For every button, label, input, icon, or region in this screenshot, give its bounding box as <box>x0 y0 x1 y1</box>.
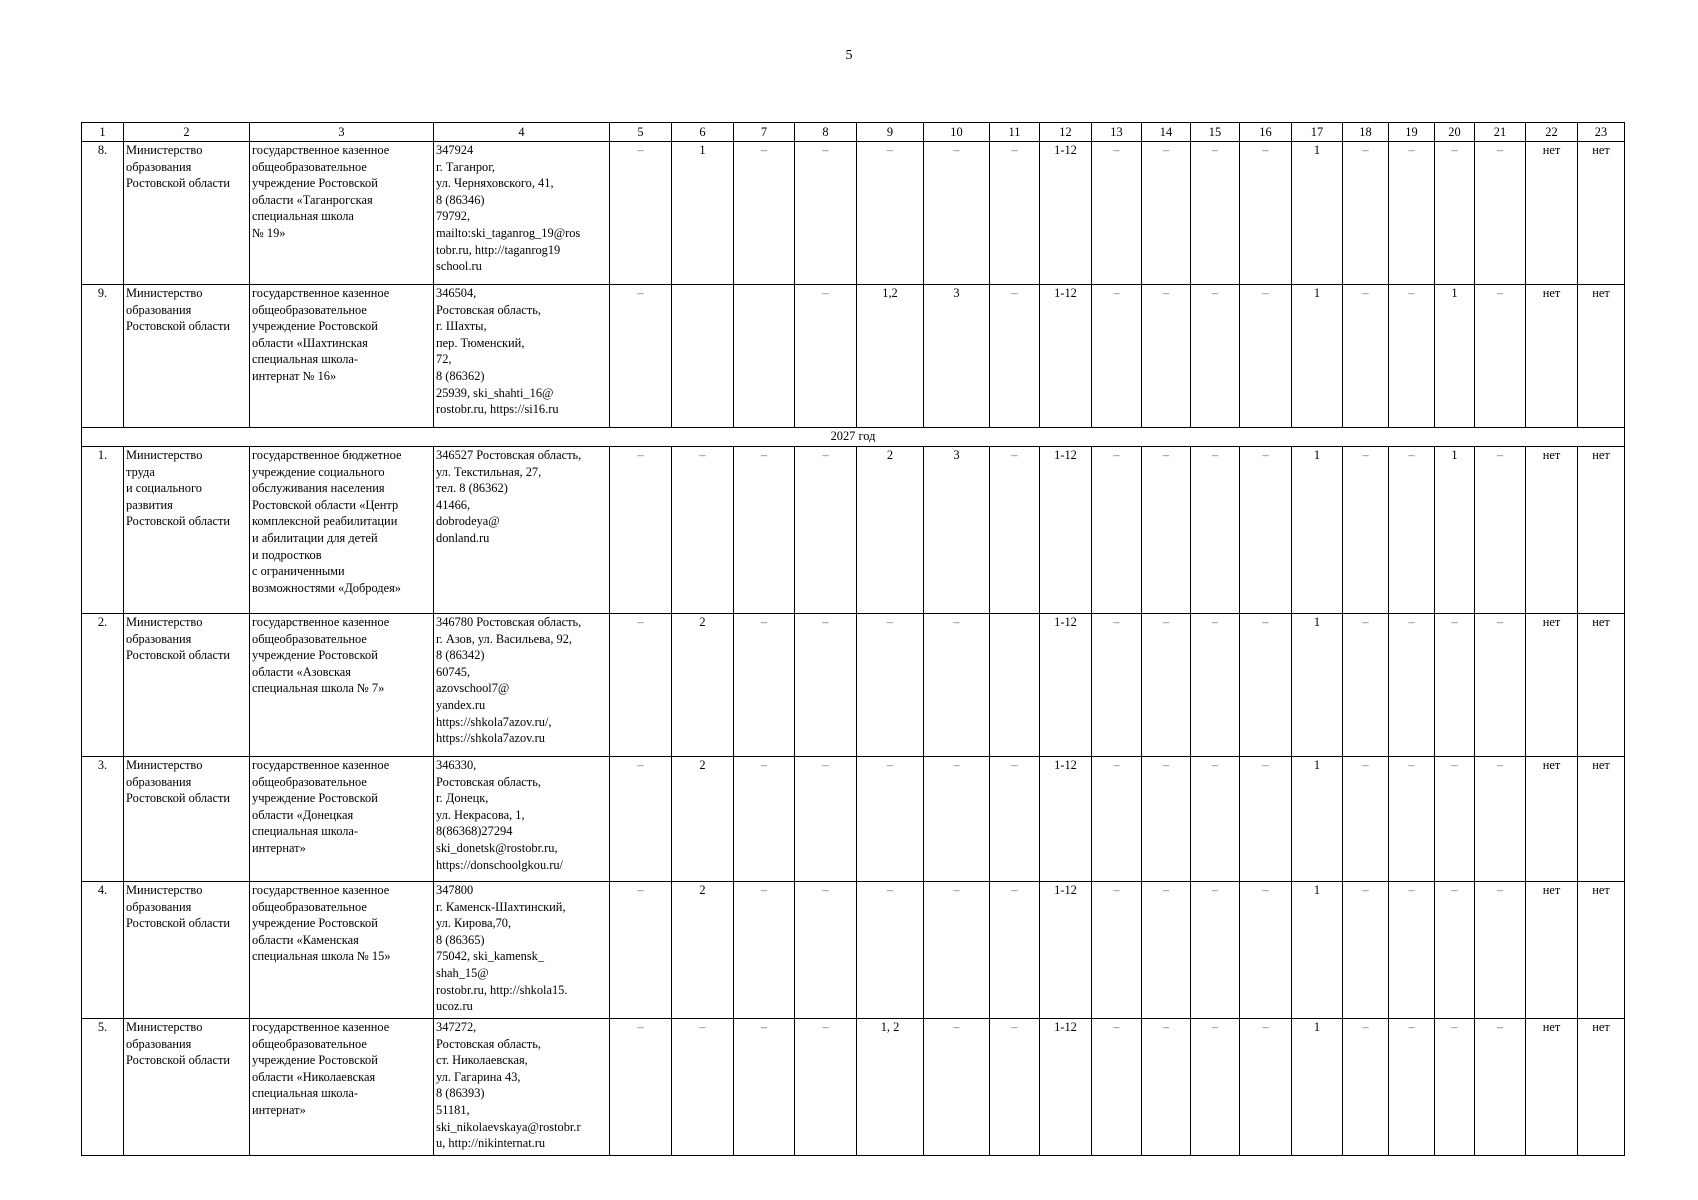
ministry-cell: Министерство образования Ростовской области <box>124 614 250 757</box>
column-number-4: 4 <box>434 123 610 142</box>
value-cell-col-6: 2 <box>672 882 734 1019</box>
value-cell-col-21: – <box>1475 1019 1526 1156</box>
value-cell-col-12: 1-12 <box>1040 882 1092 1019</box>
column-number-15: 15 <box>1191 123 1240 142</box>
value-cell-col-17: 1 <box>1292 882 1343 1019</box>
value-cell-col-18: – <box>1343 285 1389 428</box>
address-cell: 347800 г. Каменск-Шахтинский, ул. Кирова,70, 8 (86365) 75042, ski_kamensk_ shah_15@ rostobr.ru, http://shkola15. ucoz.ru <box>434 882 610 1019</box>
address-cell: 347924 г. Таганрог, ул. Черняховского, 41, 8 (86346) 79792, mailto:ski_taganrog_19@ros tobr.ru, http://taganrog19 school.ru <box>434 142 610 285</box>
column-number-22: 22 <box>1526 123 1578 142</box>
value-cell-col-11: – <box>990 882 1040 1019</box>
value-cell-col-7: – <box>734 882 795 1019</box>
value-cell-col-12: 1-12 <box>1040 447 1092 614</box>
row-number: 5. <box>82 1019 124 1156</box>
column-number-16: 16 <box>1240 123 1292 142</box>
table-row <box>82 757 1625 882</box>
value-cell-col-7: – <box>734 1019 795 1156</box>
value-cell-col-5: – <box>610 757 672 882</box>
value-cell-col-10: – <box>924 1019 990 1156</box>
value-cell-col-19: – <box>1389 757 1435 882</box>
value-cell-col-22: нет <box>1526 757 1578 882</box>
value-cell-col-6: 2 <box>672 614 734 757</box>
column-number-2: 2 <box>124 123 250 142</box>
value-cell-col-21: – <box>1475 447 1526 614</box>
section-row <box>82 428 1625 447</box>
value-cell-col-13: – <box>1092 142 1142 285</box>
value-cell-col-20: – <box>1435 757 1475 882</box>
value-cell-col-6: 1 <box>672 142 734 285</box>
value-cell-col-22: нет <box>1526 285 1578 428</box>
column-number-8: 8 <box>795 123 857 142</box>
value-cell-col-16: – <box>1240 447 1292 614</box>
ministry-cell: Министерство труда и социального развития Ростовской области <box>124 447 250 614</box>
institution-cell: государственное казенное общеобразовательное учреждение Ростовской области «Донецкая специальная школа- интернат» <box>250 757 434 882</box>
table-row <box>82 285 1625 428</box>
value-cell-col-15: – <box>1191 614 1240 757</box>
table-row <box>82 447 1625 614</box>
value-cell-col-18: – <box>1343 447 1389 614</box>
value-cell-col-20: – <box>1435 1019 1475 1156</box>
row-number: 4. <box>82 882 124 1019</box>
value-cell-col-9: – <box>857 757 924 882</box>
value-cell-col-5: – <box>610 614 672 757</box>
value-cell-col-13: – <box>1092 285 1142 428</box>
value-cell-col-17: 1 <box>1292 757 1343 882</box>
value-cell-col-6 <box>672 285 734 428</box>
value-cell-col-17: 1 <box>1292 447 1343 614</box>
value-cell-col-18: – <box>1343 882 1389 1019</box>
row-number: 2. <box>82 614 124 757</box>
column-number-12: 12 <box>1040 123 1092 142</box>
value-cell-col-16: – <box>1240 882 1292 1019</box>
row-number: 3. <box>82 757 124 882</box>
value-cell-col-7: – <box>734 757 795 882</box>
value-cell-col-22: нет <box>1526 447 1578 614</box>
address-cell: 346330, Ростовская область, г. Донецк, ул. Некрасова, 1, 8(86368)27294 ski_donetsk@rostobr.ru, https://donschoolgkou.ru/ <box>434 757 610 882</box>
column-number-7: 7 <box>734 123 795 142</box>
value-cell-col-14: – <box>1142 757 1191 882</box>
value-cell-col-19: – <box>1389 447 1435 614</box>
column-number-21: 21 <box>1475 123 1526 142</box>
value-cell-col-22: нет <box>1526 882 1578 1019</box>
value-cell-col-5: – <box>610 1019 672 1156</box>
value-cell-col-11: – <box>990 142 1040 285</box>
value-cell-col-13: – <box>1092 447 1142 614</box>
value-cell-col-13: – <box>1092 614 1142 757</box>
value-cell-col-21: – <box>1475 614 1526 757</box>
value-cell-col-12: 1-12 <box>1040 285 1092 428</box>
table-row <box>82 882 1625 1019</box>
column-number-17: 17 <box>1292 123 1343 142</box>
value-cell-col-23: нет <box>1578 614 1625 757</box>
value-cell-col-10: – <box>924 757 990 882</box>
value-cell-col-15: – <box>1191 1019 1240 1156</box>
value-cell-col-23: нет <box>1578 447 1625 614</box>
value-cell-col-6: – <box>672 1019 734 1156</box>
institution-cell: государственное казенное общеобразовательное учреждение Ростовской области «Азовская специальная школа № 7» <box>250 614 434 757</box>
institution-cell: государственное бюджетное учреждение социального обслуживания населения Ростовской области «Центр комплексной реабилитации и абилитации для детей и подростков с ограниченными возможностями «Добродея» <box>250 447 434 614</box>
value-cell-col-11: – <box>990 285 1040 428</box>
value-cell-col-19: – <box>1389 285 1435 428</box>
column-number-13: 13 <box>1092 123 1142 142</box>
institution-cell: государственное казенное общеобразовательное учреждение Ростовской области «Шахтинская специальная школа- интернат № 16» <box>250 285 434 428</box>
page-number: 5 <box>845 48 853 63</box>
row-number: 9. <box>82 285 124 428</box>
column-number-1: 1 <box>82 123 124 142</box>
value-cell-col-15: – <box>1191 757 1240 882</box>
value-cell-col-23: нет <box>1578 757 1625 882</box>
value-cell-col-15: – <box>1191 142 1240 285</box>
value-cell-col-10: – <box>924 614 990 757</box>
value-cell-col-18: – <box>1343 1019 1389 1156</box>
value-cell-col-12: 1-12 <box>1040 1019 1092 1156</box>
value-cell-col-19: – <box>1389 142 1435 285</box>
value-cell-col-8: – <box>795 614 857 757</box>
row-number: 8. <box>82 142 124 285</box>
address-cell: 346527 Ростовская область, ул. Текстильная, 27, тел. 8 (86362) 41466, dobrodeya@ donland.ru <box>434 447 610 614</box>
value-cell-col-23: нет <box>1578 882 1625 1019</box>
value-cell-col-8: – <box>795 447 857 614</box>
value-cell-col-13: – <box>1092 1019 1142 1156</box>
value-cell-col-5: – <box>610 447 672 614</box>
value-cell-col-18: – <box>1343 614 1389 757</box>
value-cell-col-8: – <box>795 285 857 428</box>
value-cell-col-16: – <box>1240 1019 1292 1156</box>
value-cell-col-15: – <box>1191 447 1240 614</box>
value-cell-col-19: – <box>1389 614 1435 757</box>
value-cell-col-14: – <box>1142 285 1191 428</box>
value-cell-col-20: 1 <box>1435 285 1475 428</box>
column-number-9: 9 <box>857 123 924 142</box>
value-cell-col-10: 3 <box>924 285 990 428</box>
value-cell-col-11: – <box>990 1019 1040 1156</box>
value-cell-col-21: – <box>1475 882 1526 1019</box>
value-cell-col-23: нет <box>1578 285 1625 428</box>
value-cell-col-19: – <box>1389 882 1435 1019</box>
ministry-cell: Министерство образования Ростовской области <box>124 882 250 1019</box>
value-cell-col-18: – <box>1343 142 1389 285</box>
ministry-cell: Министерство образования Ростовской области <box>124 1019 250 1156</box>
value-cell-col-7: – <box>734 614 795 757</box>
value-cell-col-16: – <box>1240 142 1292 285</box>
value-cell-col-5: – <box>610 882 672 1019</box>
address-cell: 347272, Ростовская область, ст. Николаевская, ул. Гагарина 43, 8 (86393) 51181, ski_nikolaevskaya@rostobr.r u, http://nikinternat.ru <box>434 1019 610 1156</box>
value-cell-col-10: 3 <box>924 447 990 614</box>
value-cell-col-9: 1,2 <box>857 285 924 428</box>
column-number-14: 14 <box>1142 123 1191 142</box>
address-cell: 346780 Ростовская область, г. Азов, ул. Васильева, 92, 8 (86342) 60745, azovschool7@ yandex.ru https://shkola7azov.ru/, https://shkola7azov.ru <box>434 614 610 757</box>
value-cell-col-12: 1-12 <box>1040 142 1092 285</box>
institution-cell: государственное казенное общеобразовательное учреждение Ростовской области «Николаевская специальная школа- интернат» <box>250 1019 434 1156</box>
value-cell-col-21: – <box>1475 757 1526 882</box>
value-cell-col-11: – <box>990 447 1040 614</box>
value-cell-col-16: – <box>1240 614 1292 757</box>
column-number-23: 23 <box>1578 123 1625 142</box>
value-cell-col-14: – <box>1142 447 1191 614</box>
value-cell-col-17: 1 <box>1292 285 1343 428</box>
value-cell-col-15: – <box>1191 285 1240 428</box>
value-cell-col-15: – <box>1191 882 1240 1019</box>
row-number: 1. <box>82 447 124 614</box>
value-cell-col-17: 1 <box>1292 142 1343 285</box>
table-row <box>82 142 1625 285</box>
ministry-cell: Министерство образования Ростовской области <box>124 285 250 428</box>
value-cell-col-18: – <box>1343 757 1389 882</box>
column-number-20: 20 <box>1435 123 1475 142</box>
value-cell-col-22: нет <box>1526 614 1578 757</box>
value-cell-col-23: нет <box>1578 142 1625 285</box>
value-cell-col-14: – <box>1142 614 1191 757</box>
value-cell-col-6: 2 <box>672 757 734 882</box>
address-cell: 346504, Ростовская область, г. Шахты, пер. Тюменский, 72, 8 (86362) 25939, ski_shahti_16@ rostobr.ru, https://si16.ru <box>434 285 610 428</box>
value-cell-col-13: – <box>1092 757 1142 882</box>
value-cell-col-7: – <box>734 447 795 614</box>
column-number-5: 5 <box>610 123 672 142</box>
value-cell-col-7: – <box>734 142 795 285</box>
value-cell-col-19: – <box>1389 1019 1435 1156</box>
column-number-3: 3 <box>250 123 434 142</box>
value-cell-col-21: – <box>1475 285 1526 428</box>
value-cell-col-10: – <box>924 142 990 285</box>
value-cell-col-9: – <box>857 882 924 1019</box>
value-cell-col-5: – <box>610 285 672 428</box>
value-cell-col-17: 1 <box>1292 614 1343 757</box>
value-cell-col-8: – <box>795 757 857 882</box>
ministry-cell: Министерство образования Ростовской области <box>124 142 250 285</box>
value-cell-col-14: – <box>1142 142 1191 285</box>
value-cell-col-5: – <box>610 142 672 285</box>
value-cell-col-22: нет <box>1526 1019 1578 1156</box>
column-number-11: 11 <box>990 123 1040 142</box>
column-number-19: 19 <box>1389 123 1435 142</box>
value-cell-col-13: – <box>1092 882 1142 1019</box>
institution-cell: государственное казенное общеобразовательное учреждение Ростовской области «Каменская специальная школа № 15» <box>250 882 434 1019</box>
table-row <box>82 614 1625 757</box>
value-cell-col-14: – <box>1142 1019 1191 1156</box>
value-cell-col-20: – <box>1435 614 1475 757</box>
value-cell-col-12: 1-12 <box>1040 614 1092 757</box>
value-cell-col-7 <box>734 285 795 428</box>
value-cell-col-9: – <box>857 614 924 757</box>
institution-cell: государственное казенное общеобразовательное учреждение Ростовской области «Таганрогская специальная школа № 19» <box>250 142 434 285</box>
table-row <box>82 1019 1625 1156</box>
value-cell-col-17: 1 <box>1292 1019 1343 1156</box>
value-cell-col-8: – <box>795 882 857 1019</box>
column-number-18: 18 <box>1343 123 1389 142</box>
value-cell-col-22: нет <box>1526 142 1578 285</box>
value-cell-col-8: – <box>795 142 857 285</box>
value-cell-col-9: 1, 2 <box>857 1019 924 1156</box>
value-cell-col-8: – <box>795 1019 857 1156</box>
value-cell-col-12: 1-12 <box>1040 757 1092 882</box>
column-number-row <box>82 123 1625 142</box>
column-number-6: 6 <box>672 123 734 142</box>
value-cell-col-11: – <box>990 757 1040 882</box>
registry-table <box>81 122 1625 1156</box>
value-cell-col-16: – <box>1240 285 1292 428</box>
section-title: 2027 год <box>82 428 1625 447</box>
value-cell-col-23: нет <box>1578 1019 1625 1156</box>
value-cell-col-10: – <box>924 882 990 1019</box>
value-cell-col-20: – <box>1435 882 1475 1019</box>
value-cell-col-11 <box>990 614 1040 757</box>
value-cell-col-20: 1 <box>1435 447 1475 614</box>
column-number-10: 10 <box>924 123 990 142</box>
value-cell-col-9: 2 <box>857 447 924 614</box>
value-cell-col-16: – <box>1240 757 1292 882</box>
value-cell-col-6: – <box>672 447 734 614</box>
value-cell-col-9: – <box>857 142 924 285</box>
ministry-cell: Министерство образования Ростовской области <box>124 757 250 882</box>
value-cell-col-21: – <box>1475 142 1526 285</box>
value-cell-col-14: – <box>1142 882 1191 1019</box>
value-cell-col-20: – <box>1435 142 1475 285</box>
